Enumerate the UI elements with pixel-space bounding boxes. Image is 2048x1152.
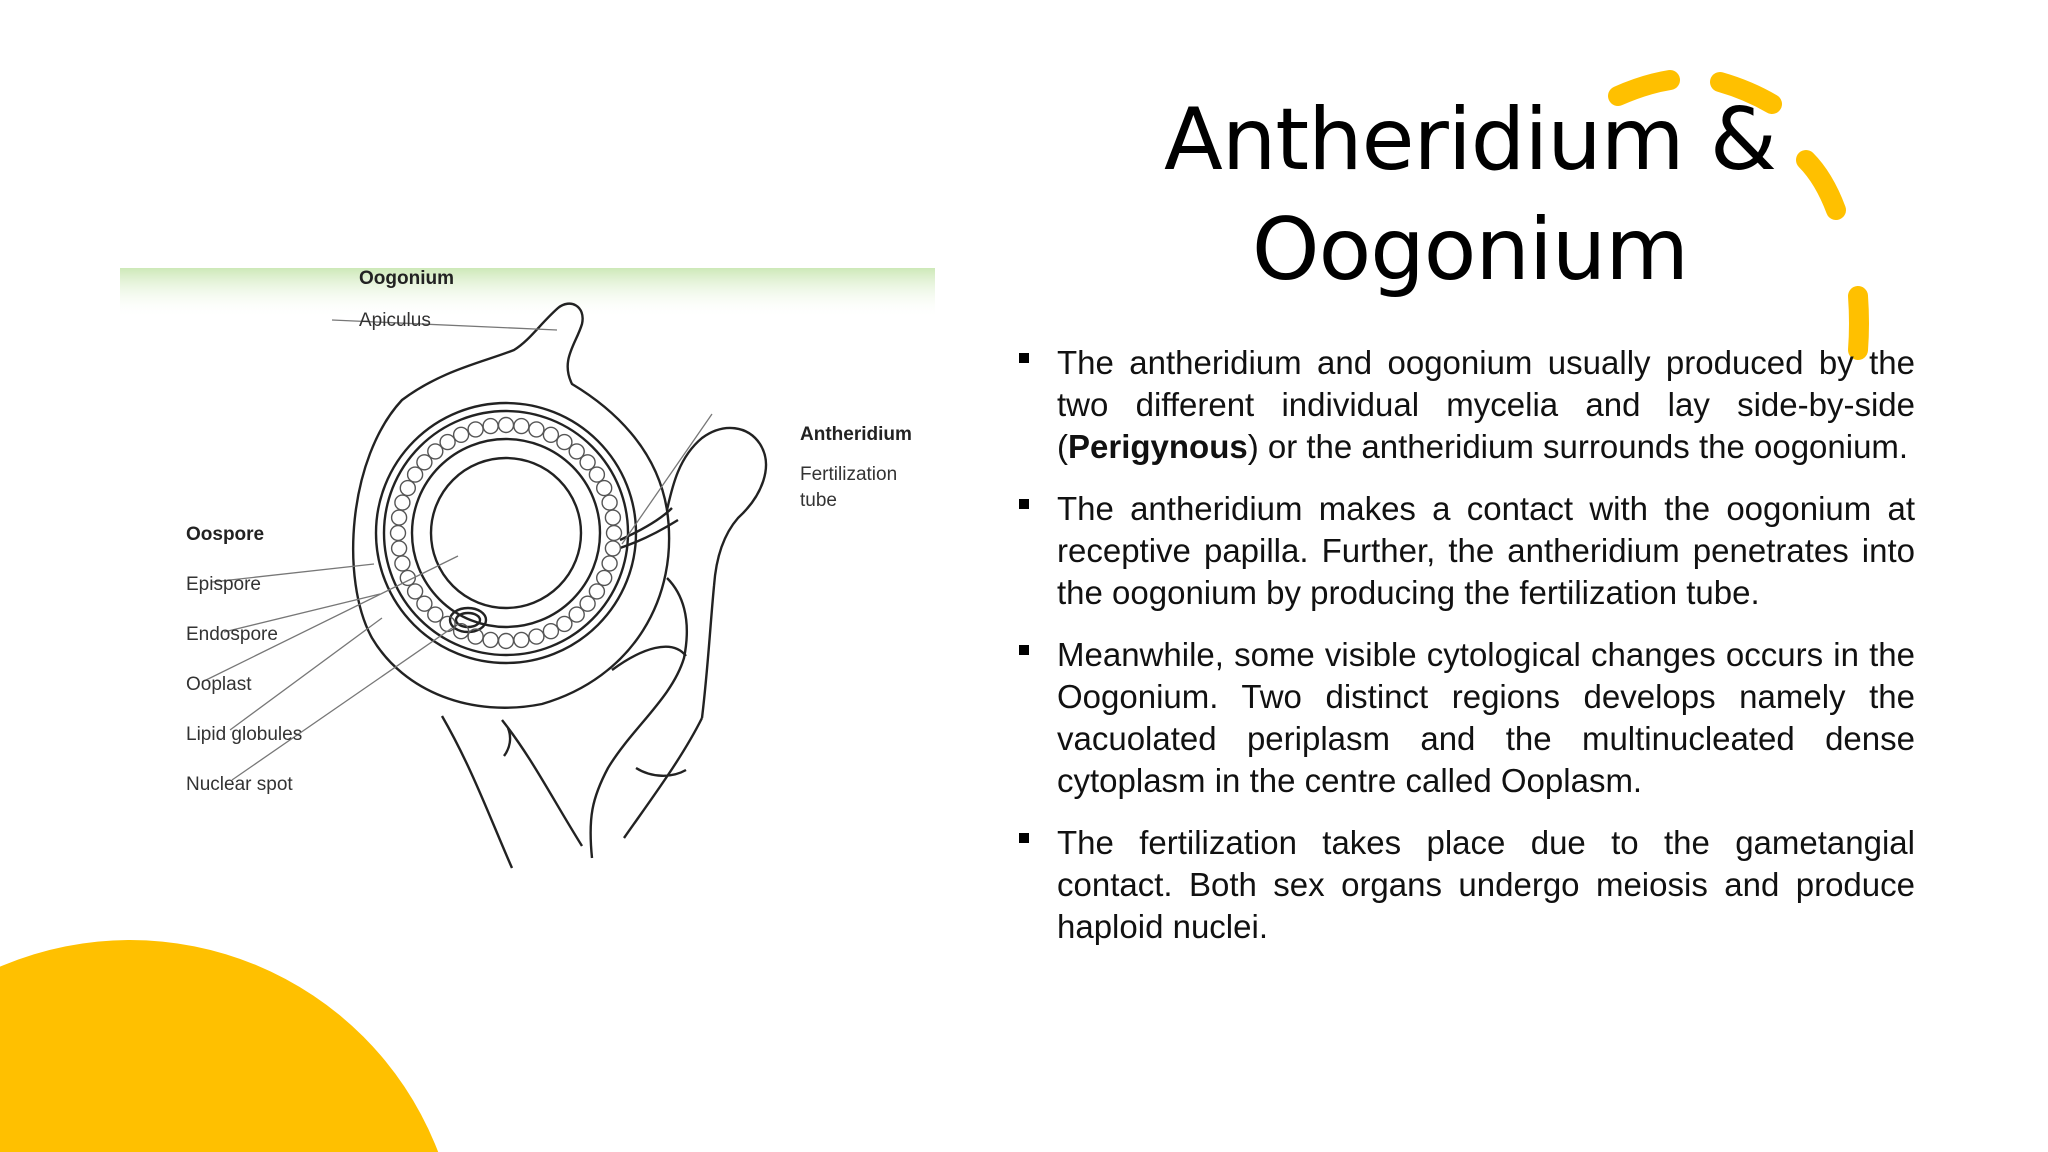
- title-line-1: Antheridium &: [1164, 90, 1776, 190]
- lipid-globule: [557, 616, 572, 631]
- title-line-2: Oogonium: [1251, 200, 1689, 300]
- antheridium-wall: [667, 428, 766, 718]
- lipid-globule: [499, 634, 514, 649]
- label-endospore: Endospore: [186, 624, 278, 645]
- lipid-globule: [607, 526, 622, 541]
- lipid-globule: [468, 422, 483, 437]
- lipid-globule: [543, 624, 558, 639]
- label-fertilization-tube-line1: Fertilization: [800, 464, 898, 485]
- label-antheridium: Antheridium: [800, 424, 912, 445]
- bullet-text-post: ) or the antheridium surrounds the oogonium.: [1247, 428, 1909, 465]
- ooplast-inner: [412, 439, 600, 627]
- label-oogonium: Oogonium: [359, 268, 454, 289]
- lipid-globule: [395, 556, 410, 571]
- lipid-globule: [440, 435, 455, 450]
- ooplast-vacuole: [431, 458, 581, 608]
- lipid-globule: [602, 495, 617, 510]
- bullet-text: The fertilization takes place due to the gametangial contact. Both sex organs undergo meiosis and produce haploid nuclei.: [1057, 824, 1915, 945]
- lipid-globule: [605, 541, 620, 556]
- bullet-square-icon: [1019, 499, 1029, 509]
- bullet-square-icon: [1019, 353, 1029, 363]
- label-oospore: Oospore: [186, 524, 265, 545]
- lipid-globule: [597, 570, 612, 585]
- lipid-globule: [529, 422, 544, 437]
- lipid-globule: [602, 556, 617, 571]
- lipid-globule: [514, 419, 529, 434]
- lipid-globule: [483, 632, 498, 647]
- bullet-text-pre: The antheridium and oogonium usually produced by the two different individual mycelia and lay side-by-side (: [1057, 344, 1915, 465]
- bullet-item: [1005, 822, 1915, 948]
- bullet-item: [1005, 488, 1915, 614]
- decorative-yellow-circle: [0, 940, 460, 1152]
- lipid-globule: [454, 427, 469, 442]
- bullet-square-icon: [1019, 833, 1029, 843]
- bullet-text-bold-term: Perigynous: [1068, 428, 1248, 465]
- label-ooplast: Ooplast: [186, 674, 252, 695]
- lipid-globule: [392, 510, 407, 525]
- lipid-globule: [395, 495, 410, 510]
- label-apiculus: Apiculus: [359, 310, 431, 331]
- lipid-globules: [391, 418, 622, 649]
- bullet-square-icon: [1019, 645, 1029, 655]
- bullet-list: [1005, 342, 1915, 968]
- lipid-globule: [514, 632, 529, 647]
- lipid-globule: [589, 467, 604, 482]
- label-nuclear-spot: Nuclear spot: [186, 774, 293, 795]
- lipid-globule: [392, 541, 407, 556]
- lipid-globule: [408, 584, 423, 599]
- lipid-globule: [605, 510, 620, 525]
- figure-top-edge: [120, 268, 935, 318]
- label-epispore: Epispore: [186, 574, 261, 595]
- bullet-text: The antheridium makes a contact with the oogonium at receptive papilla. Further, the antheridium penetrates into the oogonium by producing the fertilization tube.: [1057, 490, 1915, 611]
- lipid-globule: [529, 629, 544, 644]
- lipid-globule: [483, 419, 498, 434]
- lipid-globule: [391, 526, 406, 541]
- bullet-item: [1005, 634, 1915, 802]
- bullet-item: [1005, 342, 1915, 468]
- lipid-globule: [499, 418, 514, 433]
- slide-title: [1050, 85, 1890, 305]
- label-lipid-globules: Lipid globules: [186, 724, 303, 745]
- bullet-text: Meanwhile, some visible cytological changes occurs in the Oogonium. Two distinct regions develops namely the vacuolated periplasm and the multinucleated dense cytoplasm in the centre called Ooplasm.: [1057, 636, 1915, 799]
- oogonium-antheridium-diagram: [112, 258, 942, 878]
- epispore-layer: [376, 403, 636, 663]
- label-fertilization-tube-line2: tube: [800, 490, 837, 511]
- lipid-globule: [597, 481, 612, 496]
- endospore-layer: [384, 411, 628, 655]
- lipid-globule: [543, 427, 558, 442]
- lipid-globule: [400, 481, 415, 496]
